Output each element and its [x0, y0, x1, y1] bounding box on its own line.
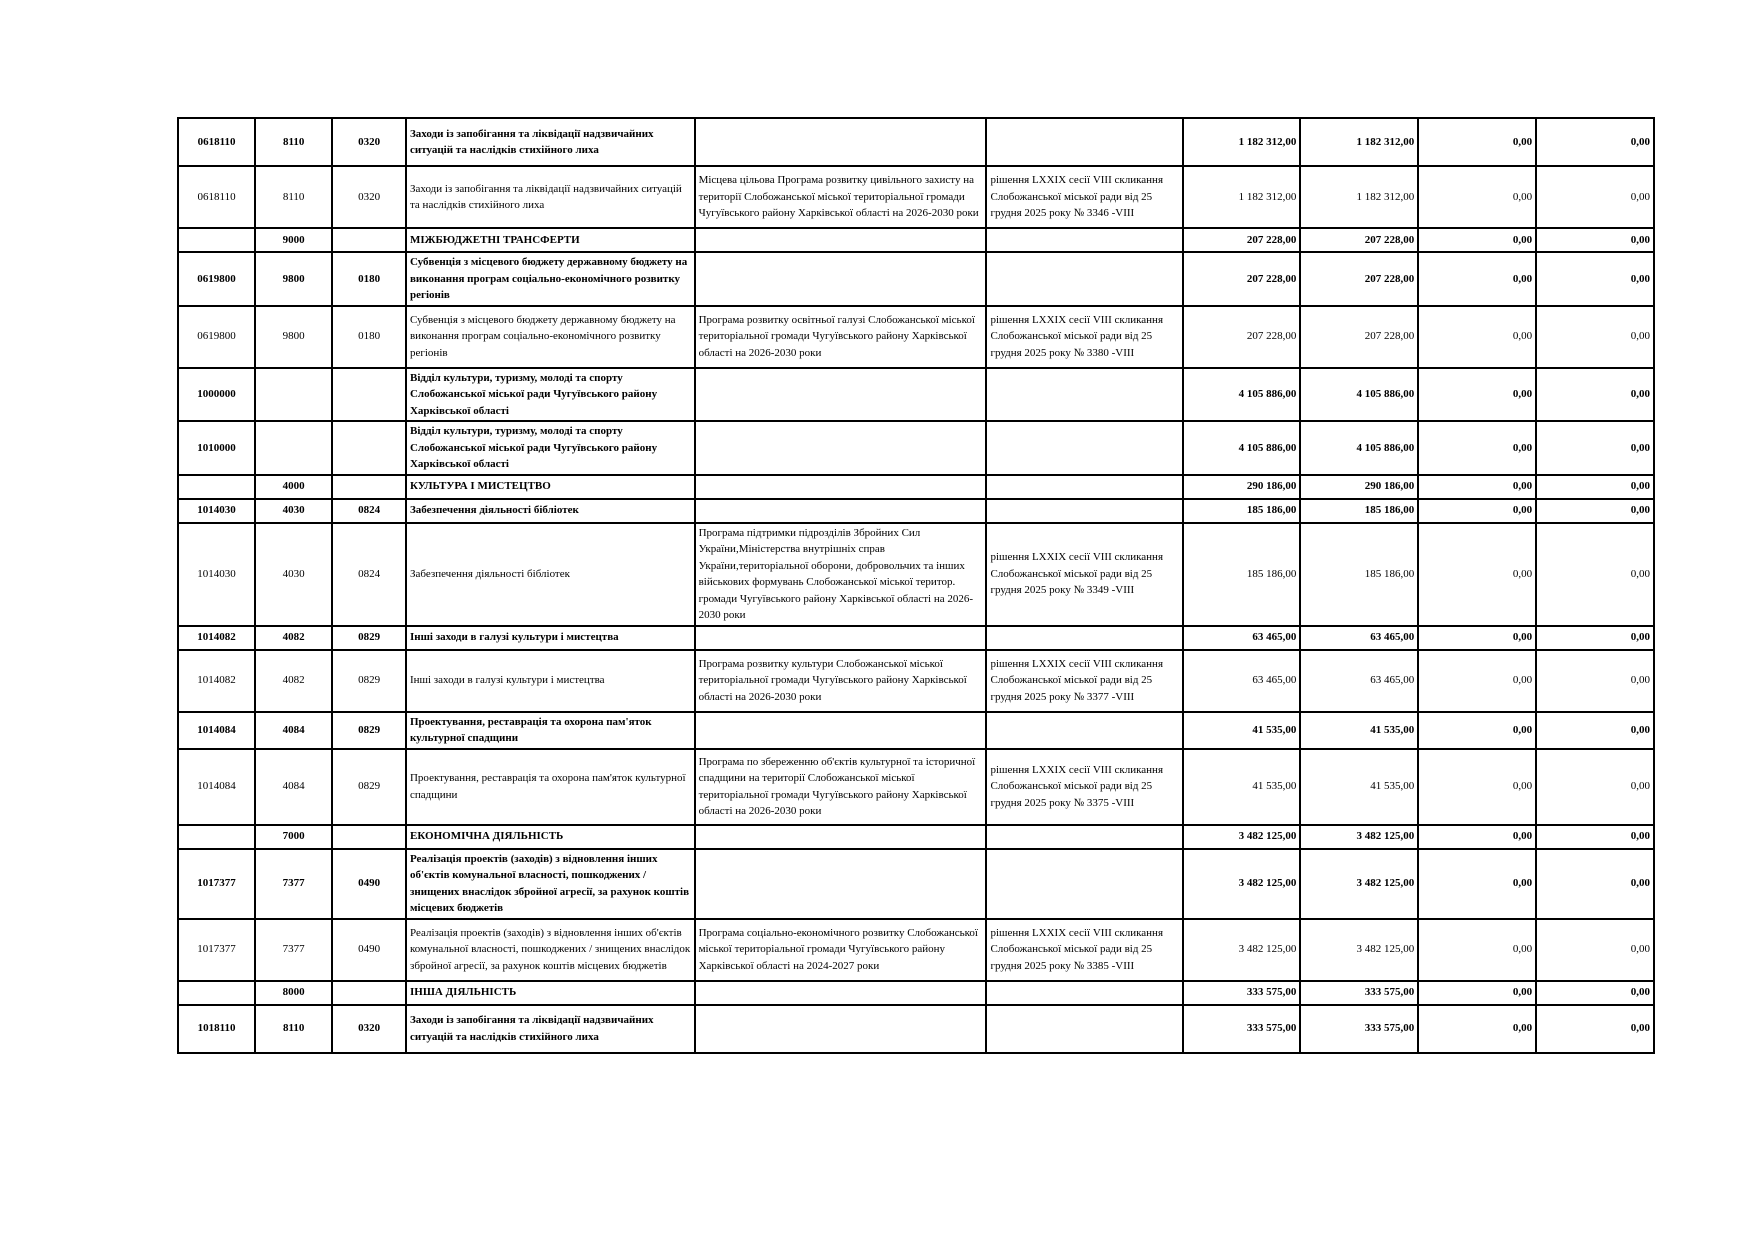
program-name-cell: Програма розвитку культури Слобожанської міської територіальної громади Чугуївського району Харківської області на 2026-2030 роки: [695, 650, 987, 712]
fkvkb-code-cell: [332, 475, 406, 499]
total-amount-cell: 207 228,00: [1183, 252, 1301, 306]
total-amount-cell: 1 182 312,00: [1183, 118, 1301, 166]
total-amount-cell: 185 186,00: [1183, 523, 1301, 626]
table-row: [178, 626, 1654, 650]
development-budget-cell: 0,00: [1536, 499, 1654, 523]
fkvkb-code-cell: 0490: [332, 919, 406, 981]
fkvkb-code-cell: 0829: [332, 712, 406, 749]
program-name-cell: [695, 849, 987, 919]
fkvkb-code-cell: [332, 368, 406, 422]
fkvkb-code-cell: [332, 228, 406, 252]
special-fund-cell: 0,00: [1418, 118, 1536, 166]
decision-cell: [986, 849, 1182, 919]
decision-cell: рішення LXXIX сесії VIII скликання Слобожанської міської ради від 25 грудня 2025 року № 3349 -VIII: [986, 523, 1182, 626]
development-budget-cell: 0,00: [1536, 712, 1654, 749]
function-code-cell: 8000: [255, 981, 332, 1005]
program-code-cell: 1014082: [178, 626, 255, 650]
program-code-cell: 1017377: [178, 849, 255, 919]
fkvkb-code-cell: 0829: [332, 749, 406, 825]
table-row: [178, 825, 1654, 849]
total-amount-cell: 3 482 125,00: [1183, 849, 1301, 919]
development-budget-cell: 0,00: [1536, 421, 1654, 475]
function-code-cell: 4030: [255, 523, 332, 626]
function-code-cell: 8110: [255, 166, 332, 228]
expense-name-cell: Інші заходи в галузі культури і мистецтва: [406, 626, 695, 650]
development-budget-cell: 0,00: [1536, 166, 1654, 228]
total-amount-cell: 1 182 312,00: [1183, 166, 1301, 228]
decision-cell: рішення LXXIX сесії VIII скликання Слобожанської міської ради від 25 грудня 2025 року № 3377 -VIII: [986, 650, 1182, 712]
decision-cell: [986, 981, 1182, 1005]
general-fund-cell: 4 105 886,00: [1300, 368, 1418, 422]
fkvkb-code-cell: [332, 981, 406, 1005]
general-fund-cell: 185 186,00: [1300, 499, 1418, 523]
program-name-cell: [695, 499, 987, 523]
table-row: [178, 368, 1654, 422]
program-code-cell: 1014030: [178, 523, 255, 626]
general-fund-cell: 63 465,00: [1300, 626, 1418, 650]
program-name-cell: [695, 626, 987, 650]
program-code-cell: 1014084: [178, 749, 255, 825]
special-fund-cell: 0,00: [1418, 252, 1536, 306]
development-budget-cell: 0,00: [1536, 252, 1654, 306]
program-name-cell: [695, 252, 987, 306]
expense-name-cell: Заходи із запобігання та ліквідації надзвичайних ситуацій та наслідків стихійного лиха: [406, 1005, 695, 1053]
decision-cell: [986, 228, 1182, 252]
expense-name-cell: Реалізація проектів (заходів) з відновлення інших об'єктів комунальної власності, пошкоджених / знищених внаслідок збройної агресії, за рахунок коштів місцевих бюджетів: [406, 849, 695, 919]
expense-name-cell: Забезпечення діяльності бібліотек: [406, 523, 695, 626]
program-name-cell: [695, 118, 987, 166]
total-amount-cell: 41 535,00: [1183, 749, 1301, 825]
budget-table-body: [178, 118, 1654, 1053]
program-name-cell: Програма соціально-економічного розвитку Слобожанської міської територіальної громади Чугуївського району Харківської області на 2024-2027 роки: [695, 919, 987, 981]
table-row: [178, 650, 1654, 712]
special-fund-cell: 0,00: [1418, 849, 1536, 919]
expense-name-cell: ІНША ДІЯЛЬНІСТЬ: [406, 981, 695, 1005]
function-code-cell: [255, 368, 332, 422]
function-code-cell: 4084: [255, 749, 332, 825]
development-budget-cell: 0,00: [1536, 981, 1654, 1005]
program-name-cell: [695, 981, 987, 1005]
decision-cell: рішення LXXIX сесії VIII скликання Слобожанської міської ради від 25 грудня 2025 року № 3380 -VIII: [986, 306, 1182, 368]
function-code-cell: 9000: [255, 228, 332, 252]
table-row: [178, 919, 1654, 981]
total-amount-cell: 333 575,00: [1183, 1005, 1301, 1053]
general-fund-cell: 290 186,00: [1300, 475, 1418, 499]
fkvkb-code-cell: 0320: [332, 166, 406, 228]
total-amount-cell: 4 105 886,00: [1183, 368, 1301, 422]
fkvkb-code-cell: 0180: [332, 306, 406, 368]
development-budget-cell: 0,00: [1536, 306, 1654, 368]
program-name-cell: [695, 825, 987, 849]
decision-cell: [986, 825, 1182, 849]
program-code-cell: [178, 825, 255, 849]
fkvkb-code-cell: 0320: [332, 1005, 406, 1053]
special-fund-cell: 0,00: [1418, 712, 1536, 749]
program-code-cell: [178, 981, 255, 1005]
development-budget-cell: 0,00: [1536, 228, 1654, 252]
total-amount-cell: 63 465,00: [1183, 626, 1301, 650]
function-code-cell: 8110: [255, 118, 332, 166]
special-fund-cell: 0,00: [1418, 306, 1536, 368]
general-fund-cell: 207 228,00: [1300, 252, 1418, 306]
general-fund-cell: 207 228,00: [1300, 228, 1418, 252]
development-budget-cell: 0,00: [1536, 919, 1654, 981]
function-code-cell: 4082: [255, 626, 332, 650]
special-fund-cell: 0,00: [1418, 1005, 1536, 1053]
total-amount-cell: 333 575,00: [1183, 981, 1301, 1005]
general-fund-cell: 333 575,00: [1300, 1005, 1418, 1053]
program-name-cell: [695, 475, 987, 499]
general-fund-cell: 3 482 125,00: [1300, 919, 1418, 981]
total-amount-cell: 185 186,00: [1183, 499, 1301, 523]
fkvkb-code-cell: 0320: [332, 118, 406, 166]
general-fund-cell: 4 105 886,00: [1300, 421, 1418, 475]
expense-name-cell: Забезпечення діяльності бібліотек: [406, 499, 695, 523]
expense-name-cell: Проектування, реставрація та охорона пам'яток культурної спадщини: [406, 712, 695, 749]
special-fund-cell: 0,00: [1418, 368, 1536, 422]
expense-name-cell: Субвенція з місцевого бюджету державному бюджету на виконання програм соціально-економічного розвитку регіонів: [406, 252, 695, 306]
table-row: [178, 421, 1654, 475]
program-code-cell: 0618110: [178, 118, 255, 166]
table-row: [178, 849, 1654, 919]
general-fund-cell: 1 182 312,00: [1300, 166, 1418, 228]
fkvkb-code-cell: 0180: [332, 252, 406, 306]
total-amount-cell: 207 228,00: [1183, 306, 1301, 368]
table-row: [178, 252, 1654, 306]
function-code-cell: 4084: [255, 712, 332, 749]
special-fund-cell: 0,00: [1418, 650, 1536, 712]
function-code-cell: 4000: [255, 475, 332, 499]
decision-cell: [986, 421, 1182, 475]
fkvkb-code-cell: 0824: [332, 499, 406, 523]
general-fund-cell: 333 575,00: [1300, 981, 1418, 1005]
table-row: [178, 712, 1654, 749]
budget-table: [177, 117, 1655, 1054]
general-fund-cell: 207 228,00: [1300, 306, 1418, 368]
program-code-cell: 1018110: [178, 1005, 255, 1053]
program-name-cell: Місцева цільова Програма розвитку цивільного захисту на території Слобожанської міської територіальної громади Чугуївського району Харківської області на 2026-2030 роки: [695, 166, 987, 228]
function-code-cell: 9800: [255, 252, 332, 306]
program-name-cell: Програма розвитку освітньої галузі Слобожанської міської територіальної громади Чугуївського району Харківської області на 2026-2030 роки: [695, 306, 987, 368]
function-code-cell: [255, 421, 332, 475]
decision-cell: [986, 368, 1182, 422]
total-amount-cell: 3 482 125,00: [1183, 919, 1301, 981]
expense-name-cell: Заходи із запобігання та ліквідації надзвичайних ситуацій та наслідків стихійного лиха: [406, 118, 695, 166]
table-row: [178, 118, 1654, 166]
special-fund-cell: 0,00: [1418, 626, 1536, 650]
table-row: [178, 306, 1654, 368]
special-fund-cell: 0,00: [1418, 919, 1536, 981]
program-code-cell: 1014082: [178, 650, 255, 712]
development-budget-cell: 0,00: [1536, 1005, 1654, 1053]
special-fund-cell: 0,00: [1418, 421, 1536, 475]
function-code-cell: 7377: [255, 919, 332, 981]
general-fund-cell: 41 535,00: [1300, 749, 1418, 825]
program-name-cell: Програма по збереженню об'єктів культурної та історичної спадщини на території Слобожанської міської територіальної громади Чугуївського району Харківської області на 2026-2030 роки: [695, 749, 987, 825]
fkvkb-code-cell: [332, 421, 406, 475]
expense-name-cell: ЕКОНОМІЧНА ДІЯЛЬНІСТЬ: [406, 825, 695, 849]
program-code-cell: 1017377: [178, 919, 255, 981]
program-code-cell: 1014030: [178, 499, 255, 523]
expense-name-cell: Реалізація проектів (заходів) з відновлення інших об'єктів комунальної власності, пошкоджених / знищених внаслідок збройної агресії, за рахунок коштів місцевих бюджетів: [406, 919, 695, 981]
program-name-cell: [695, 228, 987, 252]
total-amount-cell: 207 228,00: [1183, 228, 1301, 252]
program-code-cell: [178, 228, 255, 252]
special-fund-cell: 0,00: [1418, 166, 1536, 228]
table-row: [178, 1005, 1654, 1053]
development-budget-cell: 0,00: [1536, 118, 1654, 166]
decision-cell: [986, 626, 1182, 650]
table-row: [178, 981, 1654, 1005]
decision-cell: [986, 475, 1182, 499]
program-code-cell: 1000000: [178, 368, 255, 422]
decision-cell: рішення LXXIX сесії VIII скликання Слобожанської міської ради від 25 грудня 2025 року № 3385 -VIII: [986, 919, 1182, 981]
total-amount-cell: 290 186,00: [1183, 475, 1301, 499]
table-row: [178, 749, 1654, 825]
special-fund-cell: 0,00: [1418, 749, 1536, 825]
decision-cell: рішення LXXIX сесії VIII скликання Слобожанської міської ради від 25 грудня 2025 року № 3346 -VIII: [986, 166, 1182, 228]
development-budget-cell: 0,00: [1536, 523, 1654, 626]
fkvkb-code-cell: 0824: [332, 523, 406, 626]
development-budget-cell: 0,00: [1536, 749, 1654, 825]
expense-name-cell: КУЛЬТУРА І МИСТЕЦТВО: [406, 475, 695, 499]
function-code-cell: 7000: [255, 825, 332, 849]
expense-name-cell: Заходи із запобігання та ліквідації надзвичайних ситуацій та наслідків стихійного лиха: [406, 166, 695, 228]
program-code-cell: 0619800: [178, 252, 255, 306]
function-code-cell: 4030: [255, 499, 332, 523]
general-fund-cell: 1 182 312,00: [1300, 118, 1418, 166]
expense-name-cell: Проектування, реставрація та охорона пам'яток культурної спадщини: [406, 749, 695, 825]
total-amount-cell: 4 105 886,00: [1183, 421, 1301, 475]
program-name-cell: [695, 368, 987, 422]
table-row: [178, 166, 1654, 228]
decision-cell: [986, 712, 1182, 749]
total-amount-cell: 3 482 125,00: [1183, 825, 1301, 849]
general-fund-cell: 41 535,00: [1300, 712, 1418, 749]
development-budget-cell: 0,00: [1536, 825, 1654, 849]
special-fund-cell: 0,00: [1418, 228, 1536, 252]
function-code-cell: 9800: [255, 306, 332, 368]
decision-cell: [986, 252, 1182, 306]
decision-cell: [986, 499, 1182, 523]
special-fund-cell: 0,00: [1418, 499, 1536, 523]
special-fund-cell: 0,00: [1418, 475, 1536, 499]
program-code-cell: 1010000: [178, 421, 255, 475]
function-code-cell: 7377: [255, 849, 332, 919]
program-code-cell: [178, 475, 255, 499]
program-name-cell: Програма підтримки підрозділів Збройних Сил України,Міністерства внутрішніх справ України,територіальної оборони, добровольчих та інших військових формувань Слобожанської міської територ. громади Чугуївського району Харківської області на 2026-2030 роки: [695, 523, 987, 626]
program-code-cell: 0619800: [178, 306, 255, 368]
program-code-cell: 1014084: [178, 712, 255, 749]
table-row: [178, 499, 1654, 523]
fkvkb-code-cell: [332, 825, 406, 849]
total-amount-cell: 41 535,00: [1183, 712, 1301, 749]
fkvkb-code-cell: 0490: [332, 849, 406, 919]
development-budget-cell: 0,00: [1536, 368, 1654, 422]
general-fund-cell: 3 482 125,00: [1300, 825, 1418, 849]
decision-cell: рішення LXXIX сесії VIII скликання Слобожанської міської ради від 25 грудня 2025 року № 3375 -VIII: [986, 749, 1182, 825]
program-code-cell: 0618110: [178, 166, 255, 228]
total-amount-cell: 63 465,00: [1183, 650, 1301, 712]
decision-cell: [986, 118, 1182, 166]
development-budget-cell: 0,00: [1536, 475, 1654, 499]
special-fund-cell: 0,00: [1418, 825, 1536, 849]
development-budget-cell: 0,00: [1536, 849, 1654, 919]
development-budget-cell: 0,00: [1536, 650, 1654, 712]
function-code-cell: 8110: [255, 1005, 332, 1053]
expense-name-cell: МІЖБЮДЖЕТНІ ТРАНСФЕРТИ: [406, 228, 695, 252]
function-code-cell: 4082: [255, 650, 332, 712]
table-row: [178, 228, 1654, 252]
expense-name-cell: Відділ культури, туризму, молоді та спорту Слобожанської міської ради Чугуївського району Харківської області: [406, 421, 695, 475]
expense-name-cell: Інші заходи в галузі культури і мистецтва: [406, 650, 695, 712]
program-name-cell: [695, 1005, 987, 1053]
general-fund-cell: 3 482 125,00: [1300, 849, 1418, 919]
decision-cell: [986, 1005, 1182, 1053]
expense-name-cell: Відділ культури, туризму, молоді та спорту Слобожанської міської ради Чугуївського району Харківської області: [406, 368, 695, 422]
general-fund-cell: 185 186,00: [1300, 523, 1418, 626]
expense-name-cell: Субвенція з місцевого бюджету державному бюджету на виконання програм соціально-економічного розвитку регіонів: [406, 306, 695, 368]
special-fund-cell: 0,00: [1418, 981, 1536, 1005]
development-budget-cell: 0,00: [1536, 626, 1654, 650]
fkvkb-code-cell: 0829: [332, 626, 406, 650]
special-fund-cell: 0,00: [1418, 523, 1536, 626]
program-name-cell: [695, 712, 987, 749]
program-name-cell: [695, 421, 987, 475]
table-row: [178, 475, 1654, 499]
fkvkb-code-cell: 0829: [332, 650, 406, 712]
table-row: [178, 523, 1654, 626]
general-fund-cell: 63 465,00: [1300, 650, 1418, 712]
